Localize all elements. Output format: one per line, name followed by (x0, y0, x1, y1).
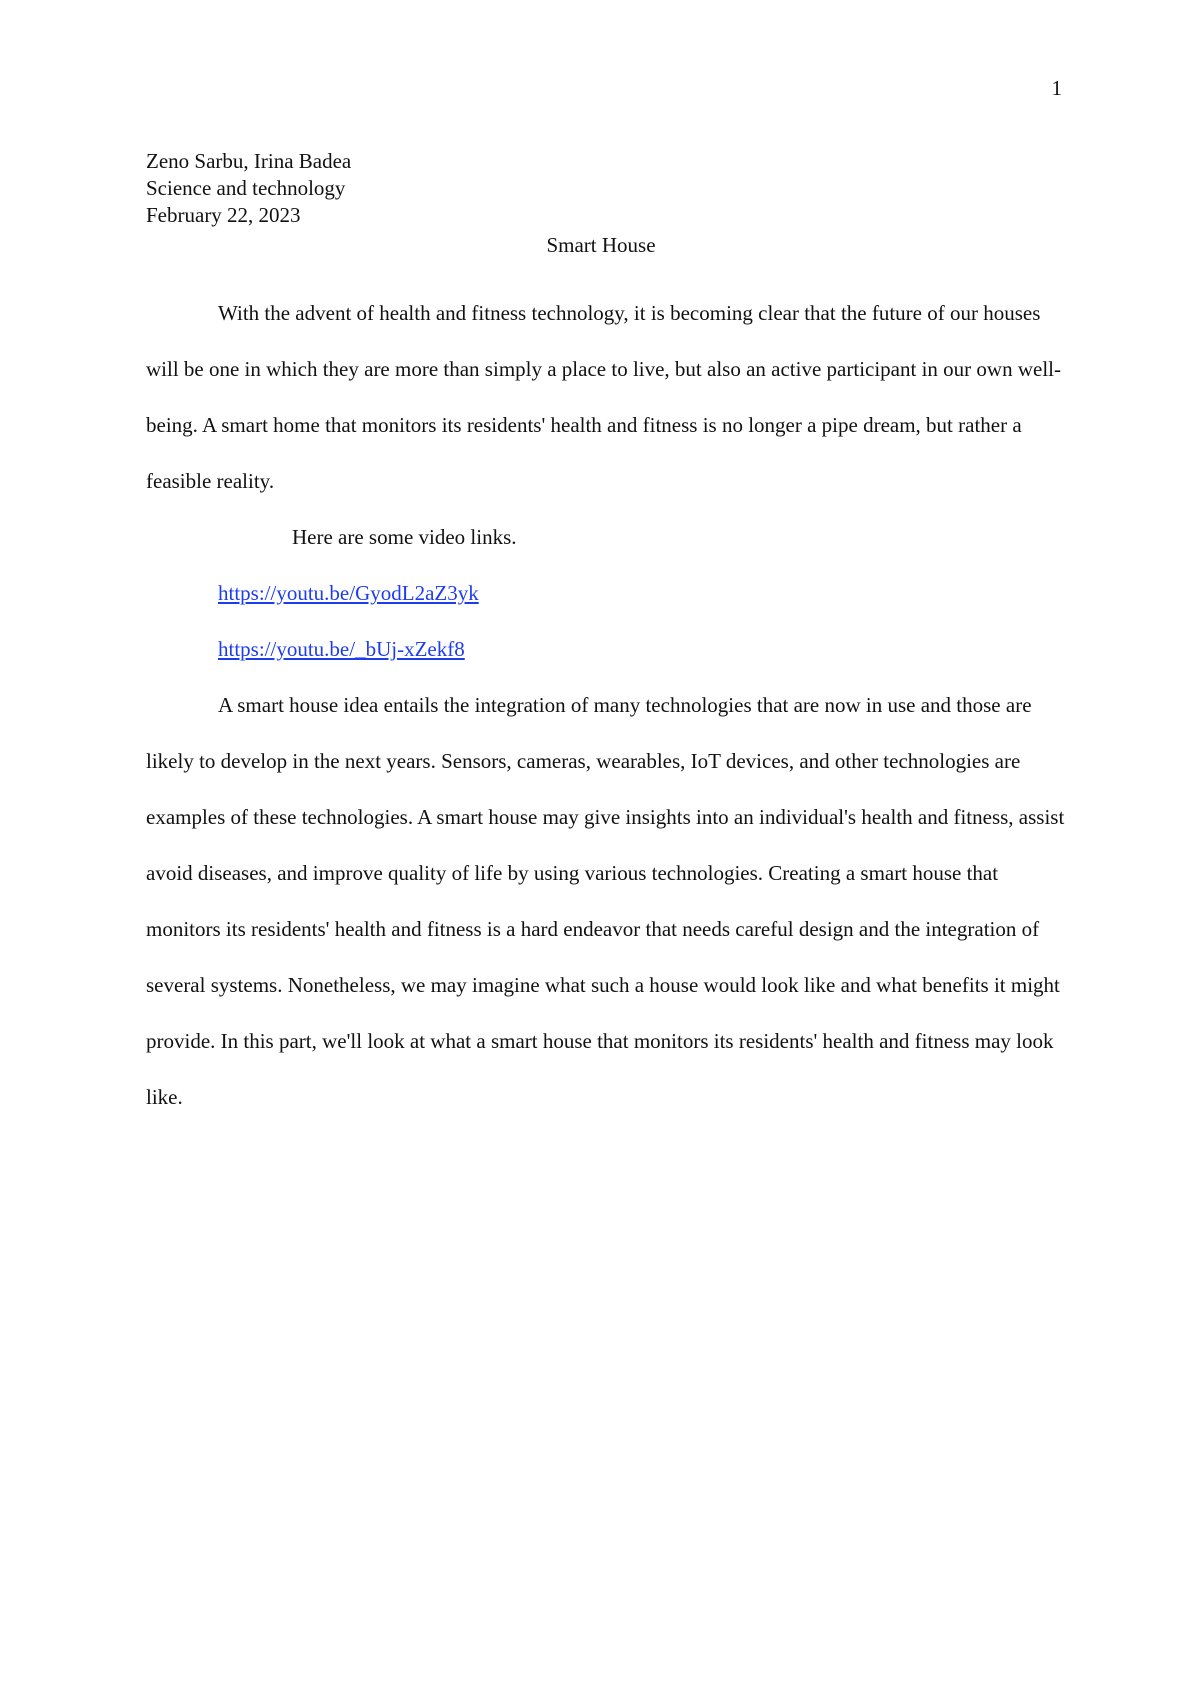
video-link-1[interactable]: https://youtu.be/GyodL2aZ3yk (218, 581, 479, 605)
video-links-intro: Here are some video links. (292, 525, 517, 549)
course-name: Science and technology (146, 176, 346, 200)
body-paragraph: A smart house idea entails the integration of many technologies that are now in use and those are likely to develop in the next years. Sensors, cameras, wearables, IoT devices, and other technologies are examples of these technologies. A smart house may give insights into an individual's health and fitness, assist avoid diseases, and improve quality of life by using various technologies. Creating a smart house that monitors its residents' health and fitness is a hard endeavor that needs careful design and the integration of several systems. Nonetheless, we may imagine what such a house would look like and what benefits it might provide. In this part, we'll look at what a smart house that monitors its residents' health and fitness may look like. (146, 693, 1065, 1109)
video-link-line-1 (146, 565, 1066, 621)
intro-paragraph: With the advent of health and fitness technology, it is becoming clear that the future of our houses will be one in which they are more than simply a place to live, but also an active participant in our own well-being. A smart home that monitors its residents' health and fitness is no longer a pipe dream, but rather a feasible reality. (146, 301, 1061, 493)
document-date: February 22, 2023 (146, 203, 301, 227)
authors: Zeno Sarbu, Irina Badea (146, 149, 352, 173)
page-number: 1 (1051, 76, 1062, 100)
document-title: Smart House (546, 233, 656, 257)
video-link-2[interactable]: https://youtu.be/_bUj-xZekf8 (218, 637, 465, 661)
document-body (146, 285, 1066, 1125)
video-link-line-2 (146, 621, 1066, 677)
document-header (146, 148, 1066, 229)
